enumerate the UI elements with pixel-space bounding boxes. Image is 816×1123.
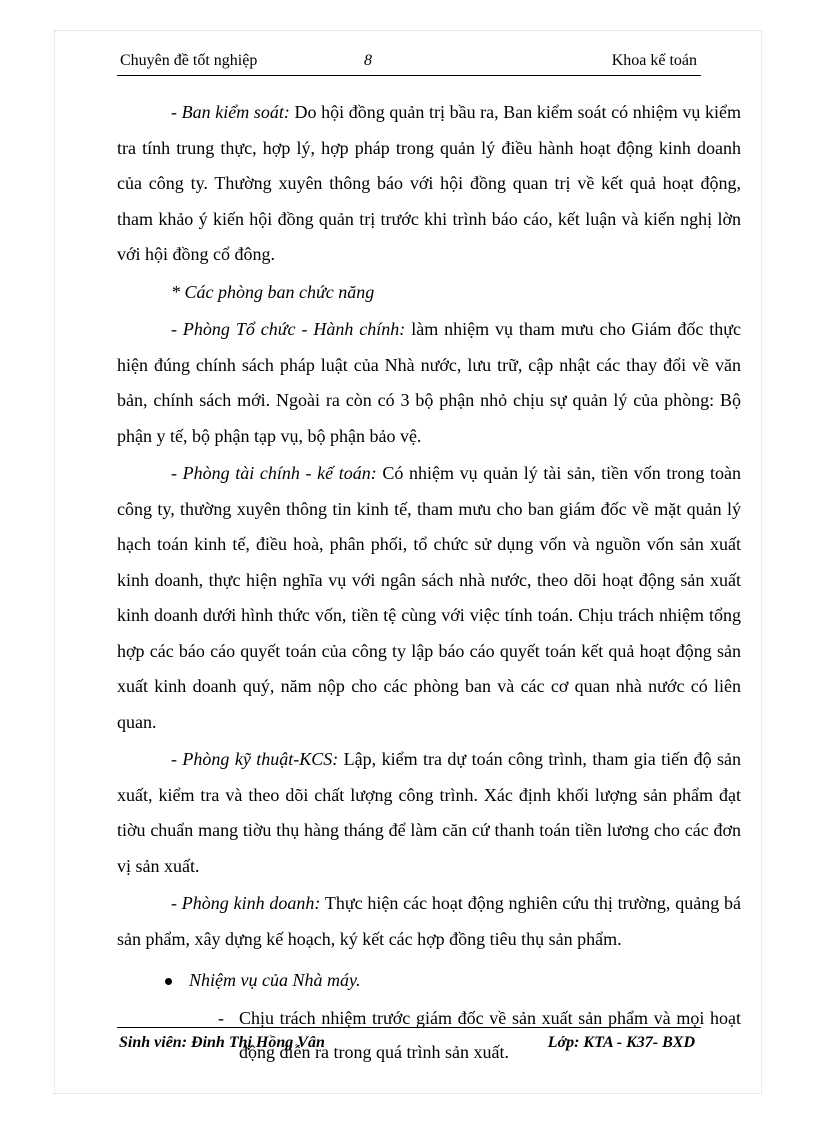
paragraph-ban-kiem-soat xyxy=(117,95,741,273)
section-heading: * Các phòng ban chức năng xyxy=(171,281,375,302)
header-title: Chuyên đề tốt nghiệp xyxy=(120,52,258,69)
dash-marker: - xyxy=(218,1007,224,1028)
paragraph-text: Lập, kiểm tra dự toán công trình, tham gia tiến độ sản xuất, kiểm tra và theo dõi chất lượng công trình. Xác định khối lượng sản phẩm đạt tiờu chuẩn mang tiờu thụ hàng tháng để làm căn cứ thanh toán tiền lương cho các đơn vị sản xuất. xyxy=(117,749,741,876)
bullet-text: Nhiệm vụ của Nhà máy. xyxy=(189,970,361,990)
paragraph-label: - Phòng tài chính - kế toán: xyxy=(171,463,377,483)
section-heading-phong-ban xyxy=(117,275,741,311)
page-footer xyxy=(117,1034,701,1058)
header-page-number: 8 xyxy=(364,52,372,69)
paragraph-label: - Phòng kinh doanh: xyxy=(171,893,321,913)
footer-class: Lớp: KTA - K37- BXD xyxy=(547,1034,695,1051)
footer-student: Sinh viên: Đinh Thị Hồng Vân xyxy=(119,1034,325,1051)
paragraph-tai-chinh-ke-toan xyxy=(117,456,741,740)
bullet-dot-icon xyxy=(165,978,172,985)
paragraph-label: - Phòng Tổ chức - Hành chính: xyxy=(171,319,406,339)
paragraph-label: - Phòng kỹ thuật-KCS: xyxy=(171,749,339,769)
footer-divider xyxy=(117,1027,701,1028)
paragraph-text: Có nhiệm vụ quản lý tài sản, tiền vốn trong toàn công ty, thường xuyên thông tin kinh tế, tham mưu cho ban giám đốc về mặt quản lý hạch toán kinh tế, điều hoà, phân phối, tổ chức sử dụng vốn và nguồn vốn sản xuất kinh doanh, thực hiện nghĩa vụ với ngân sách nhà nước, theo dõi hoạt động sản xuất kinh doanh dưới hình thức vốn, tiền tệ cùng với việc tính toán. Chịu trách nhiệm tổng hợp các báo cáo quyết toán của công ty lập báo cáo quyết toán kết quả hoạt động sản xuất kinh doanh quý, năm nộp cho các phòng ban và các cơ quan nhà nước có liên quan. xyxy=(117,463,742,732)
document-body xyxy=(117,95,741,1069)
paragraph-kinh-doanh xyxy=(117,886,741,957)
paragraph-to-chuc-hanh-chinh xyxy=(117,312,741,454)
paragraph-ky-thuat-kcs xyxy=(117,742,741,884)
header-department: Khoa kế toán xyxy=(611,52,697,69)
bullet-nhiem-vu xyxy=(117,963,741,999)
header-divider xyxy=(117,75,701,76)
dash-item-text: Chịu trách nhiệm trước giám đốc về sản xuất sản phẩm và mọi hoạt động diễn ra trong quá trình sản xuất. xyxy=(239,1007,741,1062)
paragraph-label: - Ban kiểm soát: xyxy=(171,102,290,122)
paragraph-text: làm nhiệm vụ tham mưu cho Giám đốc thực hiện đúng chính sách pháp luật của Nhà nước, lưu trữ, cập nhật các thay đổi về văn bản, chính sách mới. Ngoài ra còn có 3 bộ phận nhỏ chịu sự quản lý của phòng: Bộ phận y tế, bộ phận tạp vụ, bộ phận bảo vệ. xyxy=(117,319,741,446)
paragraph-text: Do hội đồng quản trị bầu ra, Ban kiểm soát có nhiệm vụ kiểm tra tính trung thực, hợp lý, hợp pháp trong quản lý điều hành hoạt động kinh doanh của công ty. Thường xuyên thông báo với hội đồng quan trị về kết quả hoạt động, tham khảo ý kiến hội đồng quản trị trước khi trình báo cáo, kết luận và kiến nghị lờn với hội đồng cổ đông. xyxy=(117,102,741,264)
page-header xyxy=(117,52,701,76)
paragraph-text: Thực hiện các hoạt động nghiên cứu thị trường, quảng bá sản phẩm, xây dựng kế hoạch, ký kết các hợp đồng tiêu thụ sản phẩm. xyxy=(117,893,741,949)
